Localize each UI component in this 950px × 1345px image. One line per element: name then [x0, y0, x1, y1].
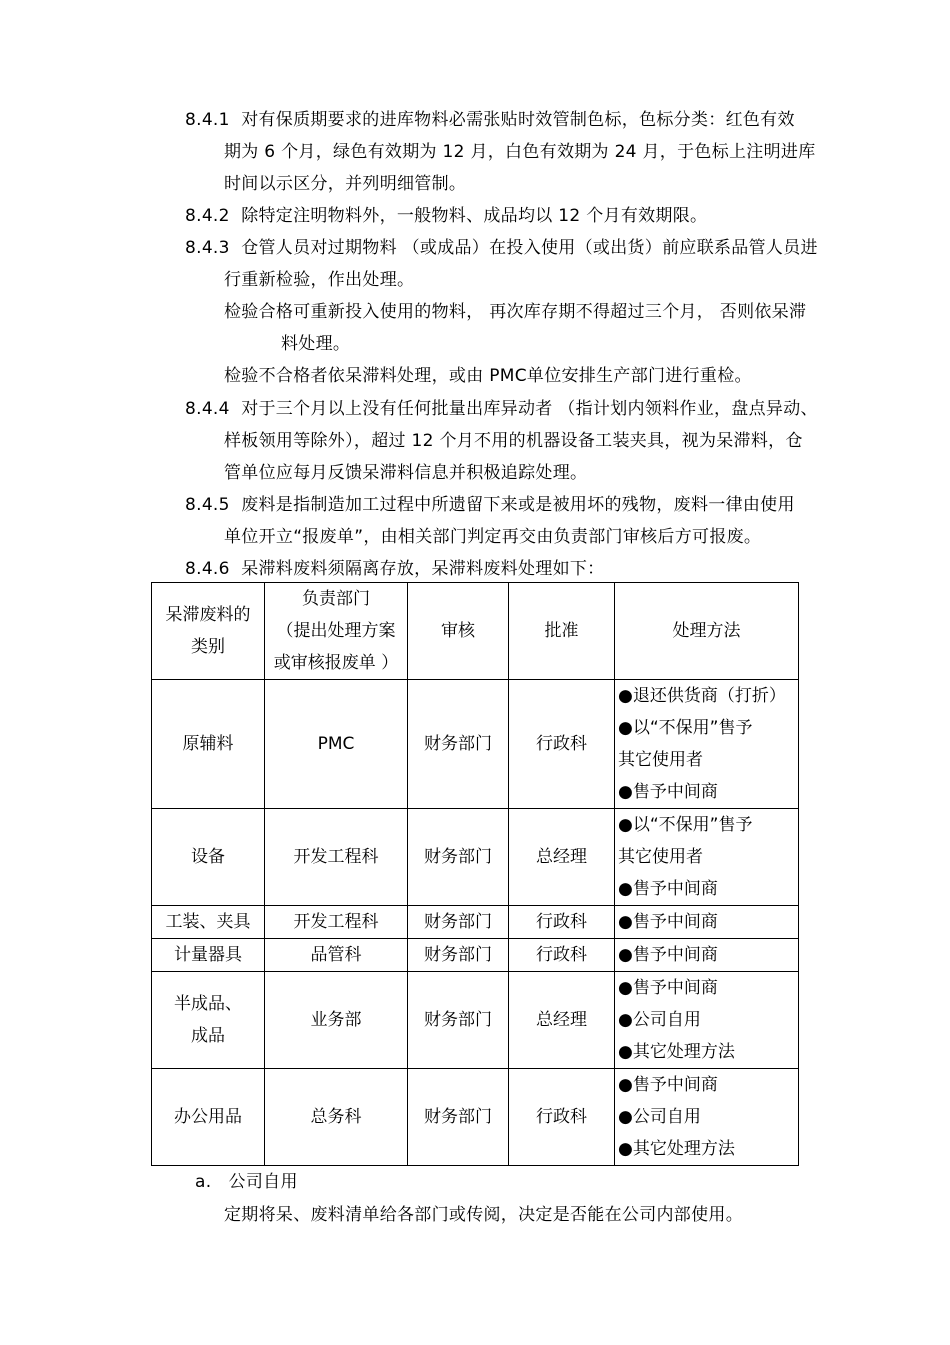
section-number: 8.4.5: [185, 495, 230, 515]
cell-review: 财务部门: [408, 972, 509, 1069]
cell-review: 财务部门: [408, 680, 509, 809]
section-number: 8.4.1: [185, 110, 230, 130]
cell-dept: 开发工程科: [265, 906, 408, 939]
section-8-4-3-line-3: 检验合格可重新投入使用的物料， 再次库存期不得超过三个月， 否则依呆滞: [224, 302, 807, 322]
section-number: 8.4.2: [185, 206, 230, 226]
section-8-4-1-line-1: [185, 110, 795, 130]
header-review: 审核: [408, 583, 509, 680]
paragraph-text: 呆滞料废料须隔离存放，呆滞料废料处理如下：: [241, 559, 605, 579]
cell-review: 财务部门: [408, 1069, 509, 1166]
section-number: 8.4.4: [185, 399, 230, 419]
section-8-4-5-line-1: [185, 495, 795, 515]
cell-dept: 开发工程科: [265, 809, 408, 906]
section-8-4-2-line-1: [185, 206, 707, 226]
cell-approve: 行政科: [509, 906, 615, 939]
list-marker: a.: [195, 1172, 212, 1192]
cell-method: ●售予中间商 ●公司自用 ●其它处理方法: [615, 1069, 799, 1166]
cell-approve: 行政科: [509, 1069, 615, 1166]
cell-approve: 总经理: [509, 972, 615, 1069]
cell-dept: 业务部: [265, 972, 408, 1069]
table-row: [152, 809, 799, 906]
cell-category: 计量器具: [152, 939, 265, 972]
header-method: 处理方法: [615, 583, 799, 680]
cell-approve: 总经理: [509, 809, 615, 906]
section-8-4-1-line-2: 期为 6 个月，绿色有效期为 12 月，白色有效期为 24 月，于色标上注明进库: [224, 142, 816, 162]
section-8-4-3-line-1: [185, 238, 818, 258]
cell-approve: 行政科: [509, 680, 615, 809]
section-8-4-6-line-1: [185, 559, 605, 579]
list-item-a: [195, 1172, 298, 1192]
cell-dept: 总务科: [265, 1069, 408, 1166]
cell-category: 半成品、 成品: [152, 972, 265, 1069]
section-8-4-4-line-2: 样板领用等除外），超过 12 个月不用的机器设备工装夹具，视为呆滞料，仓: [224, 431, 803, 451]
header-responsible-dept: 负责部门 （提出处理方案 或审核报废单 ）: [265, 583, 408, 680]
section-8-4-4-line-1: [185, 399, 818, 419]
paragraph-text: 仓管人员对过期物料 （或成品）在投入使用（或出货）前应联系品管人员进: [241, 238, 818, 258]
cell-category: 办公用品: [152, 1069, 265, 1166]
paragraph-text: 对有保质期要求的进库物料必需张贴时效管制色标，色标分类：红色有效: [241, 110, 795, 130]
table-row: [152, 972, 799, 1069]
cell-category: 工装、夹具: [152, 906, 265, 939]
cell-review: 财务部门: [408, 906, 509, 939]
cell-category: 原辅料: [152, 680, 265, 809]
section-8-4-3-line-4: 料处理。: [281, 334, 351, 354]
list-item-title: 公司自用: [228, 1172, 298, 1192]
cell-dept: PMC: [265, 680, 408, 809]
table-row: [152, 939, 799, 972]
section-8-4-3-line-5: 检验不合格者依呆滞料处理，或由 PMC单位安排生产部门进行重检。: [224, 366, 752, 386]
paragraph-text: 除特定注明物料外，一般物料、成品均以 12 个月有效期限。: [241, 206, 708, 226]
cell-method: ●售予中间商: [615, 939, 799, 972]
cell-method: ●售予中间商 ●公司自用 ●其它处理方法: [615, 972, 799, 1069]
table-row: [152, 680, 799, 809]
section-8-4-1-line-3: 时间以示区分，并列明细管制。: [224, 174, 467, 194]
cell-approve: 行政科: [509, 939, 615, 972]
header-approve: 批准: [509, 583, 615, 680]
section-number: 8.4.3: [185, 238, 230, 258]
section-8-4-4-line-3: 管单位应每月反馈呆滞料信息并积极追踪处理。: [224, 463, 588, 483]
cell-dept: 品管科: [265, 939, 408, 972]
paragraph-text: 废料是指制造加工过程中所遗留下来或是被用坏的残物，废料一律由使用: [241, 495, 795, 515]
cell-review: 财务部门: [408, 809, 509, 906]
table-row: [152, 1069, 799, 1166]
stagnant-waste-table: [151, 582, 799, 1166]
paragraph-text: 对于三个月以上没有任何批量出库异动者 （指计划内领料作业，盘点异动、: [241, 399, 818, 419]
cell-method: ●退还供货商（打折） ●以“不保用”售予 其它使用者 ●售予中间商: [615, 680, 799, 809]
cell-category: 设备: [152, 809, 265, 906]
table-row: [152, 906, 799, 939]
section-8-4-3-line-2: 行重新检验，作出处理。: [224, 270, 415, 290]
table-header-row: [152, 583, 799, 680]
section-8-4-5-line-2: 单位开立“报废单”，由相关部门判定再交由负责部门审核后方可报废。: [224, 527, 762, 547]
header-category: 呆滞废料的 类别: [152, 583, 265, 680]
cell-method: ●售予中间商: [615, 906, 799, 939]
section-number: 8.4.6: [185, 559, 230, 579]
list-item-a-text: 定期将呆、废料清单给各部门或传阅，决定是否能在公司内部使用。: [224, 1205, 743, 1225]
cell-method: ●以“不保用”售予 其它使用者 ●售予中间商: [615, 809, 799, 906]
cell-review: 财务部门: [408, 939, 509, 972]
